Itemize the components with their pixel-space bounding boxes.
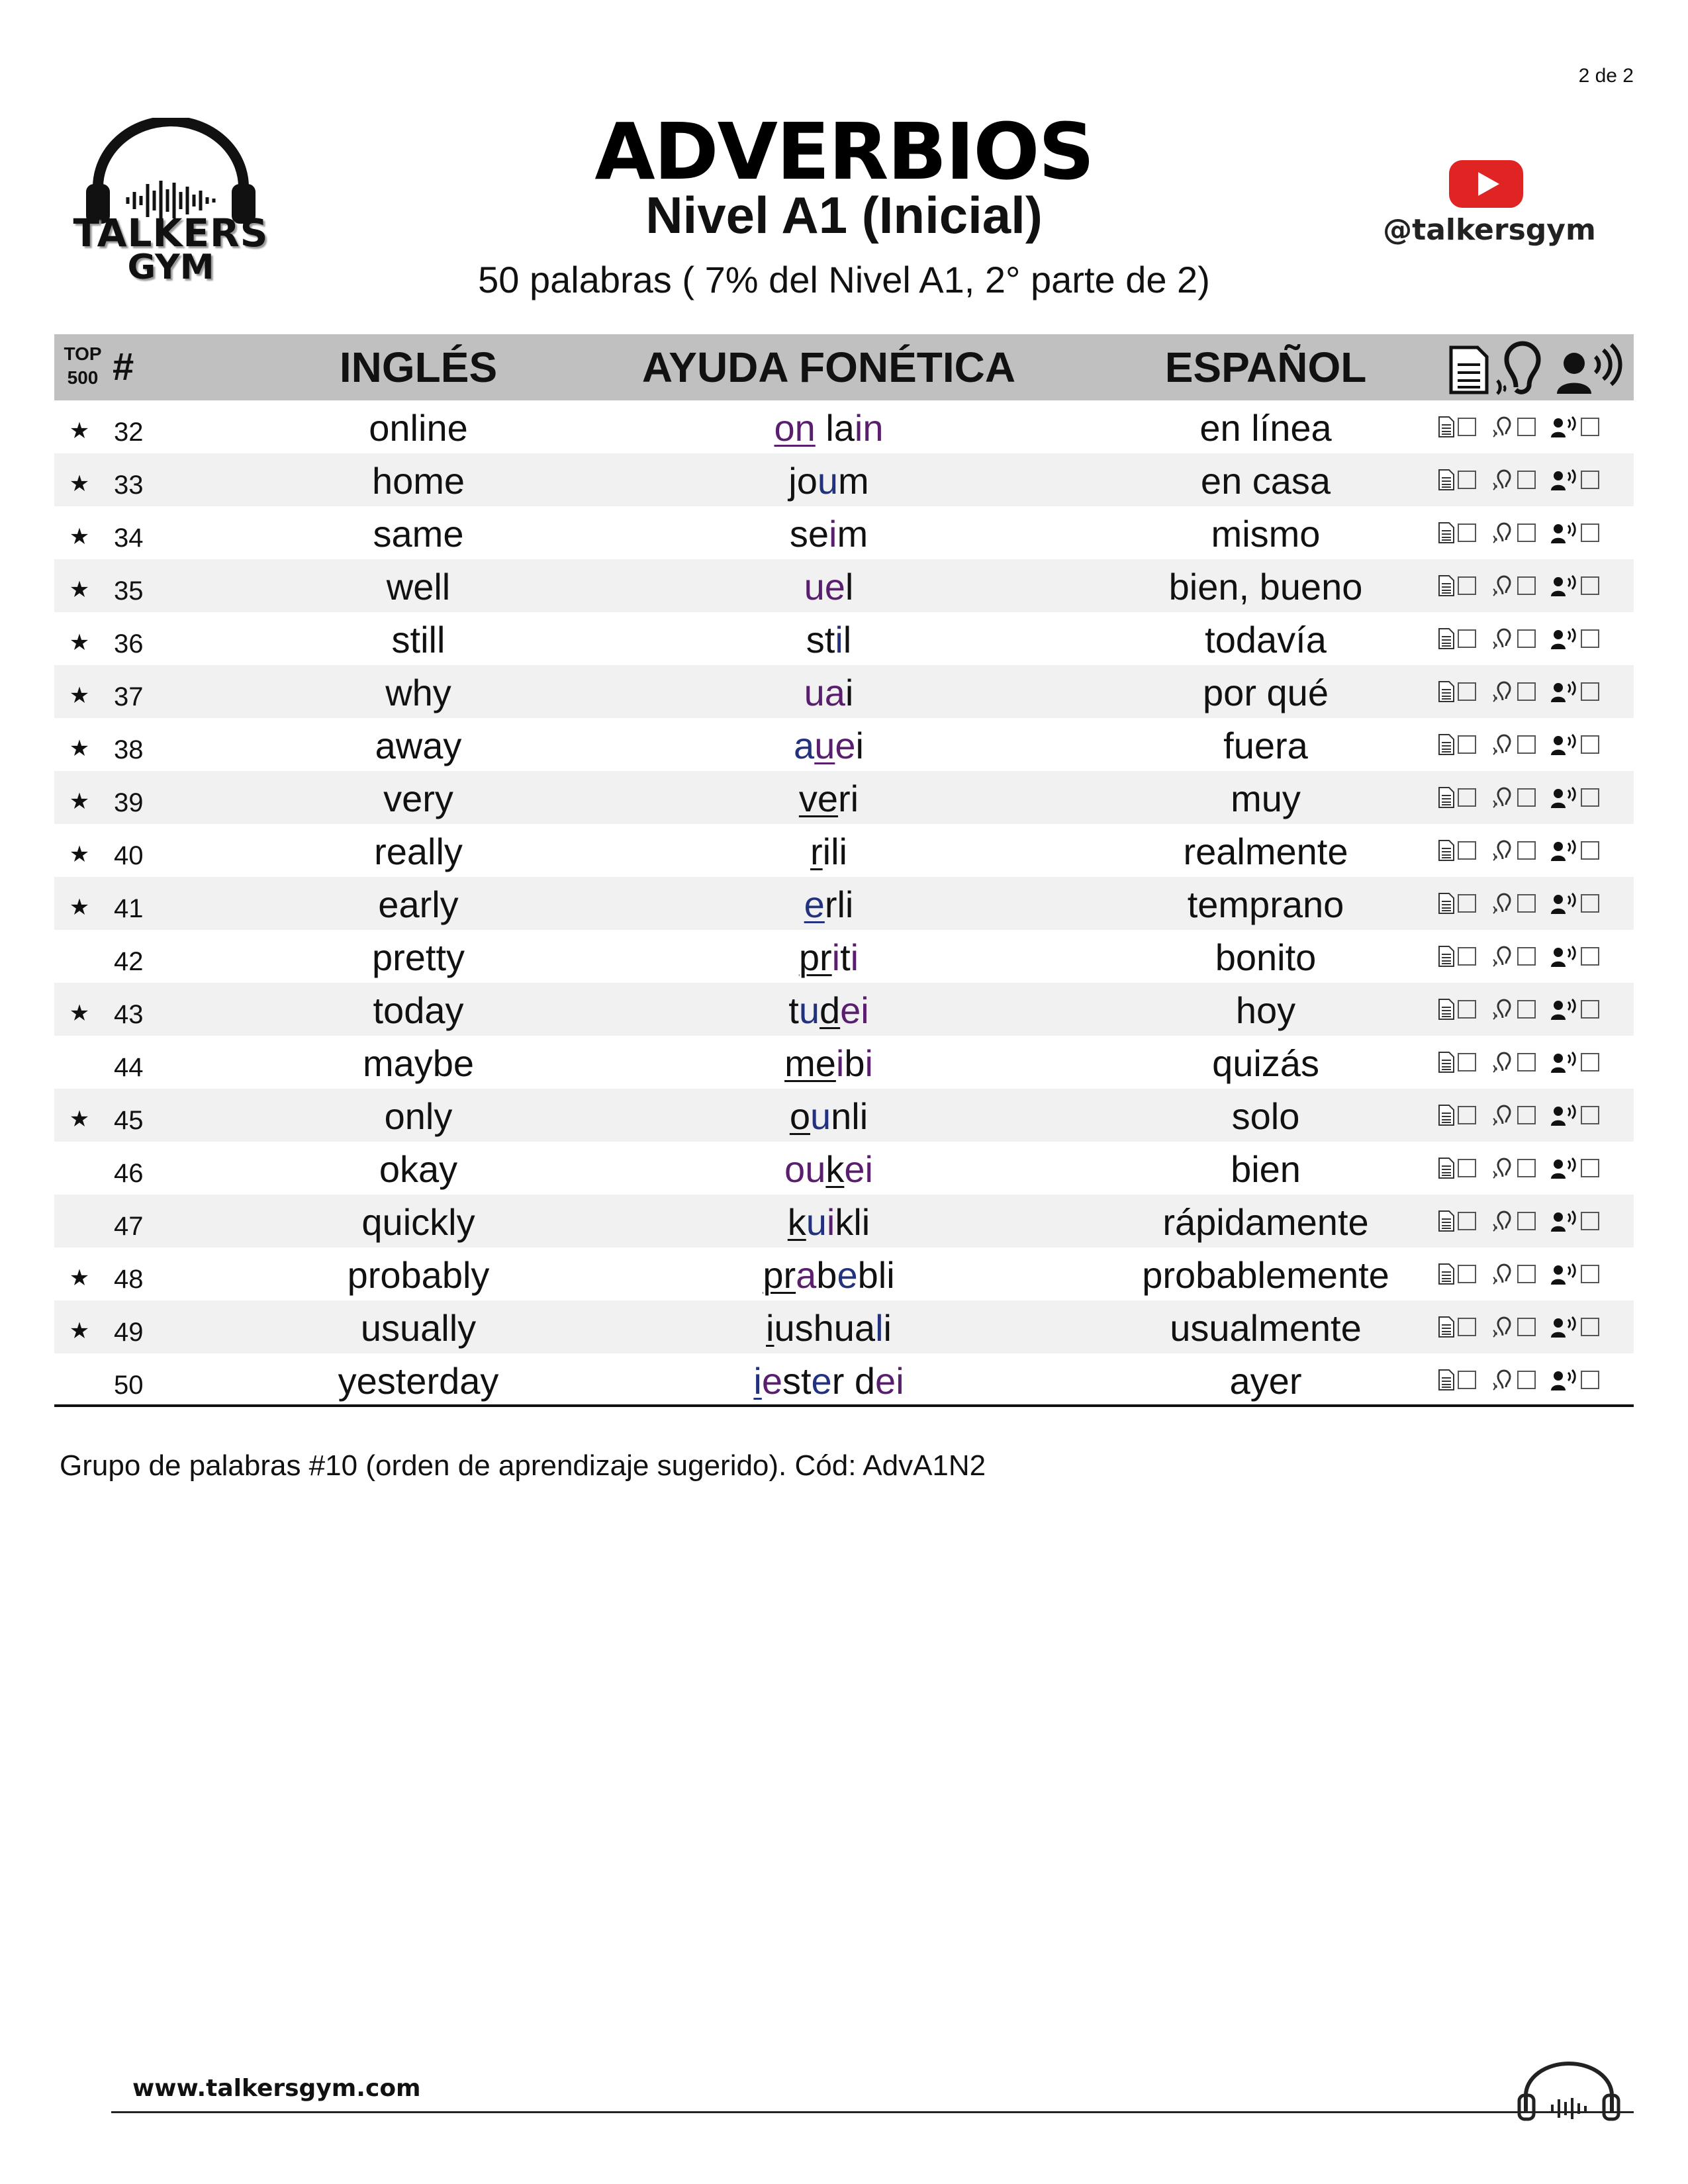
speak-checkbox[interactable] [1581, 576, 1599, 595]
header-english: INGLÉS [339, 343, 498, 391]
word-number: 36 [114, 629, 144, 659]
table-row [54, 453, 1634, 506]
read-checkbox[interactable] [1458, 894, 1476, 913]
top500-star-icon [66, 1195, 93, 1248]
ear-icon [1491, 1051, 1515, 1073]
spanish-word: bonito [1215, 936, 1317, 978]
header-icons [1438, 334, 1630, 400]
phonetic-help: kuikli [787, 1201, 870, 1243]
word-number: 49 [114, 1318, 144, 1347]
phonetic-help: tudei [788, 989, 869, 1031]
table-bottom-rule [54, 1404, 1634, 1407]
website-url[interactable]: www.talkersgym.com [132, 2075, 421, 2102]
header-top500 [60, 334, 106, 408]
phonetic-help: on lain [774, 407, 884, 449]
logo-text-talkers: TALKERS [73, 210, 269, 255]
read-checkbox[interactable] [1458, 1053, 1476, 1071]
footer-rule [111, 2111, 1634, 2113]
spanish-word: usualmente [1170, 1307, 1362, 1349]
header-top-line2: 500 [67, 367, 99, 388]
speaking-person-icon [1550, 574, 1578, 597]
practice-checkboxes [1438, 718, 1630, 771]
social-handle[interactable]: @talkersgym [1383, 213, 1596, 247]
top500-star-icon: ★ [69, 1107, 90, 1132]
english-word: very [383, 778, 453, 819]
word-number: 44 [114, 1053, 144, 1082]
document-icon [1438, 416, 1455, 438]
speaking-person-icon [1550, 1104, 1578, 1126]
speaking-person-icon [1550, 945, 1578, 968]
table-row [54, 1248, 1634, 1300]
document-icon [1438, 733, 1455, 756]
table-row [54, 612, 1634, 665]
top500-star-icon: ★ [69, 789, 90, 814]
spanish-word: realmente [1183, 831, 1348, 872]
document-icon [1438, 892, 1455, 915]
word-number: 45 [114, 1106, 144, 1135]
page-subtitle: Nivel A1 (Inicial) [645, 186, 1043, 244]
document-icon [1438, 786, 1455, 809]
phonetic-help: erli [804, 884, 854, 925]
spanish-word: en casa [1200, 460, 1331, 502]
document-icon [1438, 998, 1455, 1021]
page-title: ADVERBIOS [594, 106, 1094, 197]
phonetic-help: meibi [784, 1042, 873, 1084]
listen-checkbox[interactable] [1517, 1318, 1536, 1336]
speaking-person-icon [1550, 627, 1578, 650]
speaking-person-icon [1550, 998, 1578, 1021]
document-icon [1438, 680, 1455, 703]
document-icon [1438, 1051, 1455, 1073]
read-checkbox[interactable] [1458, 682, 1476, 701]
phonetic-help: auei [794, 725, 864, 766]
practice-checkboxes [1438, 453, 1630, 506]
ear-icon [1491, 1157, 1515, 1179]
english-word: same [373, 513, 464, 555]
practice-checkboxes [1438, 1036, 1630, 1089]
spanish-word: solo [1231, 1095, 1300, 1137]
english-word: online [369, 407, 468, 449]
speak-checkbox[interactable] [1581, 523, 1599, 542]
word-number: 38 [114, 735, 144, 764]
footnote: Grupo de palabras #10 (orden de aprendizaje sugerido). Cód: AdvA1N2 [60, 1449, 986, 1482]
document-icon [1438, 839, 1455, 862]
word-number: 43 [114, 1000, 144, 1029]
ear-icon [1491, 1369, 1515, 1391]
speak-checkbox[interactable] [1581, 471, 1599, 489]
speak-checkbox[interactable] [1581, 418, 1599, 436]
phonetic-help: oukei [784, 1148, 873, 1190]
ear-icon [1491, 469, 1515, 491]
document-icon [1438, 1316, 1455, 1338]
listen-checkbox[interactable] [1517, 1212, 1536, 1230]
speaking-person-icon [1550, 733, 1578, 756]
english-word: pretty [371, 936, 465, 978]
listen-checkbox[interactable] [1517, 1159, 1536, 1177]
speaking-person-icon [1550, 1157, 1578, 1179]
practice-checkboxes [1438, 559, 1630, 612]
read-checkbox[interactable] [1458, 1106, 1476, 1124]
ear-icon [1491, 945, 1515, 968]
word-number: 41 [114, 894, 144, 923]
table-row [54, 930, 1634, 983]
table-row [54, 771, 1634, 824]
speak-checkbox[interactable] [1581, 947, 1599, 966]
speak-checkbox[interactable] [1581, 788, 1599, 807]
read-checkbox[interactable] [1458, 418, 1476, 436]
speak-checkbox[interactable] [1581, 1053, 1599, 1071]
phonetic-help: rili [810, 831, 847, 872]
ear-icon [1491, 627, 1515, 650]
practice-checkboxes [1438, 1089, 1630, 1142]
table-row [54, 665, 1634, 718]
top500-star-icon [66, 930, 93, 983]
ear-icon [1497, 343, 1538, 394]
read-checkbox[interactable] [1458, 576, 1476, 595]
header-phonetic: AYUDA FONÉTICA [641, 343, 1016, 391]
english-word: well [386, 566, 451, 608]
spanish-word: rápidamente [1162, 1201, 1369, 1243]
word-number: 39 [114, 788, 144, 817]
ear-icon [1491, 839, 1515, 862]
listen-checkbox[interactable] [1517, 1053, 1536, 1071]
table-row [54, 1142, 1634, 1195]
speak-checkbox[interactable] [1581, 1000, 1599, 1019]
speaking-person-icon [1550, 1210, 1578, 1232]
table-body [54, 400, 1634, 1406]
read-checkbox[interactable] [1458, 841, 1476, 860]
english-word: home [371, 460, 465, 502]
speak-checkbox[interactable] [1581, 735, 1599, 754]
ear-icon [1491, 1210, 1515, 1232]
speak-checkbox[interactable] [1581, 841, 1599, 860]
practice-checkboxes [1438, 506, 1630, 559]
speaking-person-icon [1557, 345, 1620, 394]
english-word: away [375, 725, 462, 766]
ear-icon [1491, 1316, 1515, 1338]
document-icon [1451, 347, 1487, 392]
table-row [54, 1089, 1634, 1142]
listen-checkbox[interactable] [1517, 1371, 1536, 1389]
spanish-word: muy [1231, 778, 1301, 819]
english-word: yesterday [338, 1360, 499, 1402]
english-word: probably [347, 1254, 490, 1296]
top500-star-icon: ★ [69, 736, 90, 761]
practice-checkboxes [1438, 877, 1630, 930]
vocabulary-table [54, 334, 1634, 1406]
practice-checkboxes [1438, 1248, 1630, 1300]
spanish-word: quizás [1212, 1042, 1319, 1084]
word-number: 47 [114, 1212, 144, 1241]
document-icon [1438, 1369, 1455, 1391]
header-number: # [113, 345, 134, 388]
listen-checkbox[interactable] [1517, 1106, 1536, 1124]
top500-star-icon: ★ [69, 1001, 90, 1026]
listen-checkbox[interactable] [1517, 1000, 1536, 1019]
ear-icon [1491, 1104, 1515, 1126]
listen-checkbox[interactable] [1517, 735, 1536, 754]
read-checkbox[interactable] [1458, 1265, 1476, 1283]
table-row [54, 1036, 1634, 1089]
table-row [54, 877, 1634, 930]
english-word: okay [379, 1148, 458, 1190]
speak-checkbox[interactable] [1581, 1159, 1599, 1177]
phonetic-help: ounli [789, 1095, 868, 1137]
practice-checkboxes [1438, 930, 1630, 983]
table-row [54, 1353, 1634, 1406]
document-icon [1438, 1263, 1455, 1285]
speak-checkbox[interactable] [1581, 629, 1599, 648]
ear-icon [1491, 680, 1515, 703]
spanish-word: temprano [1187, 884, 1344, 925]
practice-checkboxes [1438, 400, 1630, 453]
table-row [54, 824, 1634, 877]
spanish-word: en línea [1199, 407, 1332, 449]
practice-checkboxes [1438, 612, 1630, 665]
english-word: only [384, 1095, 453, 1137]
practice-checkboxes [1438, 665, 1630, 718]
ear-icon [1491, 574, 1515, 597]
speak-checkbox[interactable] [1581, 682, 1599, 701]
english-word: why [385, 672, 451, 713]
header-spanish: ESPAÑOL [1164, 343, 1367, 391]
speak-checkbox[interactable] [1581, 1212, 1599, 1230]
read-checkbox[interactable] [1458, 629, 1476, 648]
ear-icon [1491, 892, 1515, 915]
top500-star-icon: ★ [69, 577, 90, 602]
read-checkbox[interactable] [1458, 523, 1476, 542]
speak-checkbox[interactable] [1581, 894, 1599, 913]
speaking-person-icon [1550, 786, 1578, 809]
spanish-word: todavía [1205, 619, 1327, 660]
practice-checkboxes [1438, 1353, 1630, 1406]
ear-icon [1491, 733, 1515, 756]
ear-icon [1491, 998, 1515, 1021]
top500-star-icon [66, 1353, 93, 1406]
table-row [54, 506, 1634, 559]
ear-icon [1491, 786, 1515, 809]
top500-star-icon: ★ [69, 842, 90, 867]
table-row [54, 983, 1634, 1036]
spanish-word: bien [1231, 1148, 1301, 1190]
word-number: 37 [114, 682, 144, 711]
top500-star-icon: ★ [69, 683, 90, 708]
english-word: really [374, 831, 463, 872]
ear-icon [1491, 1263, 1515, 1285]
english-word: usually [360, 1307, 477, 1349]
listen-checkbox[interactable] [1517, 629, 1536, 648]
speaking-person-icon [1550, 469, 1578, 491]
practice-checkboxes [1438, 1195, 1630, 1248]
ear-icon [1491, 416, 1515, 438]
listen-checkbox[interactable] [1517, 523, 1536, 542]
table-row [54, 1300, 1634, 1353]
phonetic-help: stil [806, 619, 852, 660]
practice-checkboxes [1438, 1142, 1630, 1195]
speaking-person-icon [1550, 1263, 1578, 1285]
speaking-person-icon [1550, 522, 1578, 544]
read-checkbox[interactable] [1458, 735, 1476, 754]
document-icon [1438, 469, 1455, 491]
phonetic-help: priti [798, 936, 859, 978]
top500-star-icon: ★ [69, 895, 90, 920]
youtube-icon[interactable] [1446, 158, 1526, 210]
document-icon [1438, 574, 1455, 597]
phonetic-help: joum [788, 460, 869, 502]
top500-star-icon: ★ [69, 630, 90, 655]
document-icon [1438, 627, 1455, 650]
ear-icon [1491, 522, 1515, 544]
top500-star-icon: ★ [69, 418, 90, 443]
spanish-word: probablemente [1142, 1254, 1389, 1296]
word-number: 48 [114, 1265, 144, 1294]
word-number: 34 [114, 523, 144, 553]
word-number: 50 [114, 1371, 144, 1400]
listen-checkbox[interactable] [1517, 894, 1536, 913]
practice-checkboxes [1438, 824, 1630, 877]
talkers-gym-logo [71, 118, 270, 290]
document-icon [1438, 1157, 1455, 1179]
table-row [54, 400, 1634, 453]
word-number: 35 [114, 576, 144, 606]
table-row [54, 1195, 1634, 1248]
phonetic-help: iester dei [753, 1360, 904, 1402]
listen-checkbox[interactable] [1517, 576, 1536, 595]
phonetic-help: uai [804, 672, 854, 713]
spanish-word: ayer [1229, 1360, 1302, 1402]
spanish-word: bien, bueno [1168, 566, 1363, 608]
speak-checkbox[interactable] [1581, 1318, 1599, 1336]
footer-headphones-icon [1513, 2058, 1625, 2124]
listen-checkbox[interactable] [1517, 947, 1536, 966]
top500-star-icon: ★ [69, 524, 90, 549]
read-checkbox[interactable] [1458, 1000, 1476, 1019]
page-number: 2 de 2 [1578, 65, 1634, 87]
phonetic-help: seim [789, 513, 868, 555]
read-checkbox[interactable] [1458, 1159, 1476, 1177]
read-checkbox[interactable] [1458, 947, 1476, 966]
logo-text-gym: GYM [127, 248, 214, 287]
top500-star-icon [66, 1036, 93, 1089]
listen-checkbox[interactable] [1517, 788, 1536, 807]
speaking-person-icon [1550, 680, 1578, 703]
document-icon [1438, 1210, 1455, 1232]
document-icon [1438, 1104, 1455, 1126]
top500-star-icon: ★ [69, 1318, 90, 1343]
word-number: 40 [114, 841, 144, 870]
page-description: 50 palabras ( 7% del Nivel A1, 2° parte de 2) [478, 259, 1210, 300]
phonetic-help: prabebli [763, 1254, 895, 1296]
table-row [54, 718, 1634, 771]
speaking-person-icon [1550, 892, 1578, 915]
table-row [54, 559, 1634, 612]
word-number: 32 [114, 418, 144, 447]
phonetic-help: veri [798, 778, 859, 819]
english-word: today [373, 989, 464, 1031]
top500-star-icon [66, 1142, 93, 1195]
english-word: early [378, 884, 459, 925]
spanish-word: por qué [1203, 672, 1329, 713]
speak-checkbox[interactable] [1581, 1265, 1599, 1283]
top500-star-icon: ★ [69, 1265, 90, 1291]
speaking-person-icon [1550, 416, 1578, 438]
document-icon [1438, 522, 1455, 544]
word-number: 42 [114, 947, 144, 976]
phonetic-help: uel [804, 566, 854, 608]
listen-checkbox[interactable] [1517, 1265, 1536, 1283]
speak-checkbox[interactable] [1581, 1106, 1599, 1124]
table-header [54, 334, 1634, 400]
read-checkbox[interactable] [1458, 1371, 1476, 1389]
read-checkbox[interactable] [1458, 1318, 1476, 1336]
english-word: maybe [362, 1042, 475, 1084]
document-icon [1438, 945, 1455, 968]
header-top-line1: TOP [64, 343, 102, 364]
read-checkbox[interactable] [1458, 1212, 1476, 1230]
read-checkbox[interactable] [1458, 788, 1476, 807]
speaking-person-icon [1550, 839, 1578, 862]
speak-checkbox[interactable] [1581, 1371, 1599, 1389]
practice-checkboxes [1438, 983, 1630, 1036]
practice-checkboxes [1438, 771, 1630, 824]
listen-checkbox[interactable] [1517, 841, 1536, 860]
speaking-person-icon [1550, 1369, 1578, 1391]
read-checkbox[interactable] [1458, 471, 1476, 489]
speaking-person-icon [1550, 1316, 1578, 1338]
spanish-word: mismo [1211, 513, 1321, 555]
word-number: 33 [114, 471, 144, 500]
spanish-word: fuera [1223, 725, 1308, 766]
english-word: still [391, 619, 445, 660]
listen-checkbox[interactable] [1517, 418, 1536, 436]
word-number: 46 [114, 1159, 144, 1188]
listen-checkbox[interactable] [1517, 682, 1536, 701]
spanish-word: hoy [1235, 989, 1296, 1031]
listen-checkbox[interactable] [1517, 471, 1536, 489]
speaking-person-icon [1550, 1051, 1578, 1073]
english-word: quickly [361, 1201, 475, 1243]
top500-star-icon: ★ [69, 471, 90, 496]
practice-checkboxes [1438, 1300, 1630, 1353]
phonetic-help: iushuali [766, 1307, 892, 1349]
